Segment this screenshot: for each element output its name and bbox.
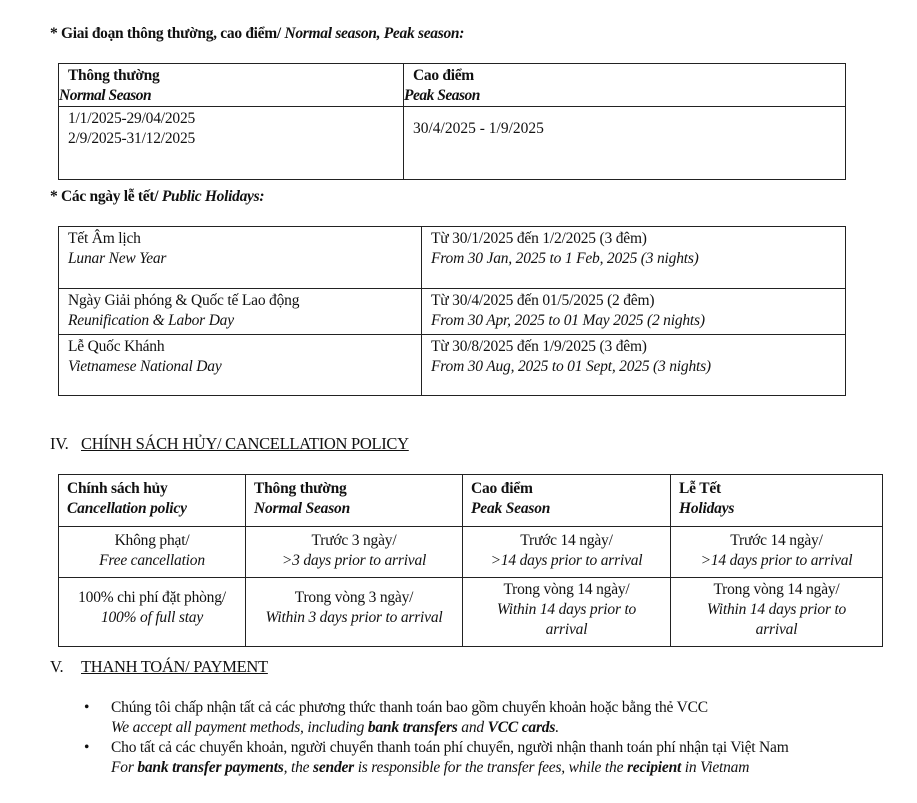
holiday-date-en: From 30 Jan, 2025 to 1 Feb, 2025 (3 nights) (431, 250, 699, 267)
peak-season-title-vn: Cao điểm (413, 67, 474, 84)
text: , the (283, 759, 314, 776)
holiday-date-vn: Từ 30/8/2025 đến 1/9/2025 (3 đêm) (431, 338, 647, 355)
header-en: Peak Season (471, 500, 551, 517)
normal-season-date-range: 2/9/2025-31/12/2025 (68, 130, 196, 147)
cancellation-table (58, 474, 883, 647)
holiday-note-en: Public Holidays: (158, 188, 265, 205)
holiday-name-cell (59, 335, 422, 396)
cell-en: Within 14 days prior to arrival (706, 601, 847, 638)
cell-en: Free cancellation (99, 552, 205, 569)
section-title: THANH TOÁN/ PAYMENT (81, 657, 268, 676)
normal-season-title-vn: Thông thường (68, 67, 160, 84)
payment-list (58, 698, 871, 778)
header-en: Normal Season (254, 500, 351, 517)
holiday-note (50, 187, 264, 207)
policy-cell (463, 527, 671, 578)
cell-en: Within 3 days prior to arrival (265, 609, 443, 626)
holiday-date-en: From 30 Aug, 2025 to 01 Sept, 2025 (3 nights) (431, 358, 711, 375)
payment-item-vn: Chúng tôi chấp nhận tất cả các phương thức thanh toán bao gồm chuyển khoản hoặc bằng thẻ VCC (111, 699, 708, 716)
season-note (50, 24, 464, 44)
holiday-table (58, 226, 846, 396)
text: is responsible for the transfer fees, while the (354, 759, 627, 776)
payment-section-heading (50, 657, 268, 677)
bullet: • (84, 699, 90, 716)
cell-en: 100% of full stay (100, 609, 204, 626)
cancellation-header-row (59, 475, 883, 527)
holiday-date-vn: Từ 30/1/2025 đến 1/2/2025 (3 đêm) (431, 230, 647, 247)
policy-cell (463, 578, 671, 647)
peak-season-header (404, 64, 846, 107)
table-row (59, 527, 883, 578)
cell-vn: Trong vòng 14 ngày/ (503, 581, 630, 598)
holiday-name-vn: Tết Âm lịch (68, 230, 141, 247)
list-item (84, 738, 871, 778)
emphasis: VCC cards (487, 719, 556, 736)
normal-season-date-range: 1/1/2025-29/04/2025 (68, 110, 196, 127)
header-cell (671, 475, 883, 527)
section-title: CHÍNH SÁCH HỦY/ CANCELLATION POLICY (81, 434, 409, 453)
peak-season-dates: 30/4/2025 - 1/9/2025 (404, 107, 846, 180)
policy-cell (671, 578, 883, 647)
text: For (111, 759, 138, 776)
holiday-name-vn: Ngày Giải phóng & Quốc tế Lao động (68, 292, 300, 309)
holiday-date-cell (422, 335, 846, 396)
normal-season-title-en: Normal Season (59, 87, 152, 104)
holiday-date-en: From 30 Apr, 2025 to 01 May 2025 (2 nights) (431, 312, 705, 329)
cell-vn: Trong vòng 3 ngày/ (294, 589, 414, 606)
text: . (555, 719, 559, 736)
holiday-name-cell (59, 289, 422, 335)
list-item (84, 698, 871, 738)
cancellation-section-heading (50, 434, 409, 454)
policy-cell (246, 578, 463, 647)
normal-season-header (59, 64, 404, 107)
text: in Vietnam (681, 759, 750, 776)
emphasis: bank transfer payments (137, 759, 284, 776)
table-row (59, 578, 883, 647)
text: We accept all payment methods, including (111, 719, 368, 736)
cell-en: >3 days prior to arrival (281, 552, 427, 569)
policy-cell (671, 527, 883, 578)
header-vn: Cao điểm (471, 480, 533, 497)
cell-en: >14 days prior to arrival (490, 552, 643, 569)
cell-vn: Trong vòng 14 ngày/ (713, 581, 840, 598)
header-cell (246, 475, 463, 527)
holiday-row (59, 227, 846, 289)
header-cell (59, 475, 246, 527)
policy-cell (59, 527, 246, 578)
holiday-name-en: Reunification & Labor Day (68, 312, 234, 329)
header-en: Cancellation policy (67, 500, 187, 517)
cell-vn: Trước 3 ngày/ (311, 532, 397, 549)
peak-season-title-en: Peak Season (404, 87, 480, 104)
holiday-name-cell (59, 227, 422, 289)
holiday-name-en: Lunar New Year (68, 250, 167, 267)
holiday-name-vn: Lễ Quốc Khánh (68, 338, 165, 355)
normal-season-dates (59, 107, 404, 180)
cell-vn: Trước 14 ngày/ (520, 532, 613, 549)
holiday-note-vn: * Các ngày lễ tết/ (50, 188, 159, 205)
section-number: V. (50, 657, 64, 676)
season-note-vn: * Giai đoạn thông thường, cao điểm/ (50, 25, 281, 42)
payment-item-vn: Cho tất cả các chuyển khoản, người chuyển thanh toán phí chuyển, người nhận thanh toán phí nhận tại Việt Nam (111, 739, 789, 756)
policy-cell (246, 527, 463, 578)
payment-item-en (111, 718, 871, 738)
cell-en: Within 14 days prior to arrival (496, 601, 637, 638)
section-number: IV. (50, 434, 69, 453)
holiday-date-cell (422, 227, 846, 289)
header-vn: Chính sách hủy (67, 480, 168, 497)
holiday-row (59, 289, 846, 335)
season-note-en: Normal season, Peak season: (280, 25, 465, 42)
holiday-name-en: Vietnamese National Day (68, 358, 222, 375)
holiday-date-cell (422, 289, 846, 335)
header-vn: Thông thường (254, 480, 347, 497)
policy-cell (59, 578, 246, 647)
emphasis: sender (313, 759, 355, 776)
bullet: • (84, 739, 90, 756)
text: and (457, 719, 488, 736)
emphasis: recipient (626, 759, 682, 776)
emphasis: bank transfers (367, 719, 458, 736)
cell-vn: Trước 14 ngày/ (730, 532, 823, 549)
holiday-row (59, 335, 846, 396)
season-table (58, 63, 846, 180)
cell-en: >14 days prior to arrival (700, 552, 853, 569)
holiday-date-vn: Từ 30/4/2025 đến 01/5/2025 (2 đêm) (431, 292, 655, 309)
header-cell (463, 475, 671, 527)
header-vn: Lễ Tết (679, 480, 721, 497)
cell-vn: Không phạt/ (114, 532, 190, 549)
header-en: Holidays (679, 500, 735, 517)
payment-item-en (111, 758, 871, 778)
cell-vn: 100% chi phí đặt phòng/ (78, 589, 226, 606)
